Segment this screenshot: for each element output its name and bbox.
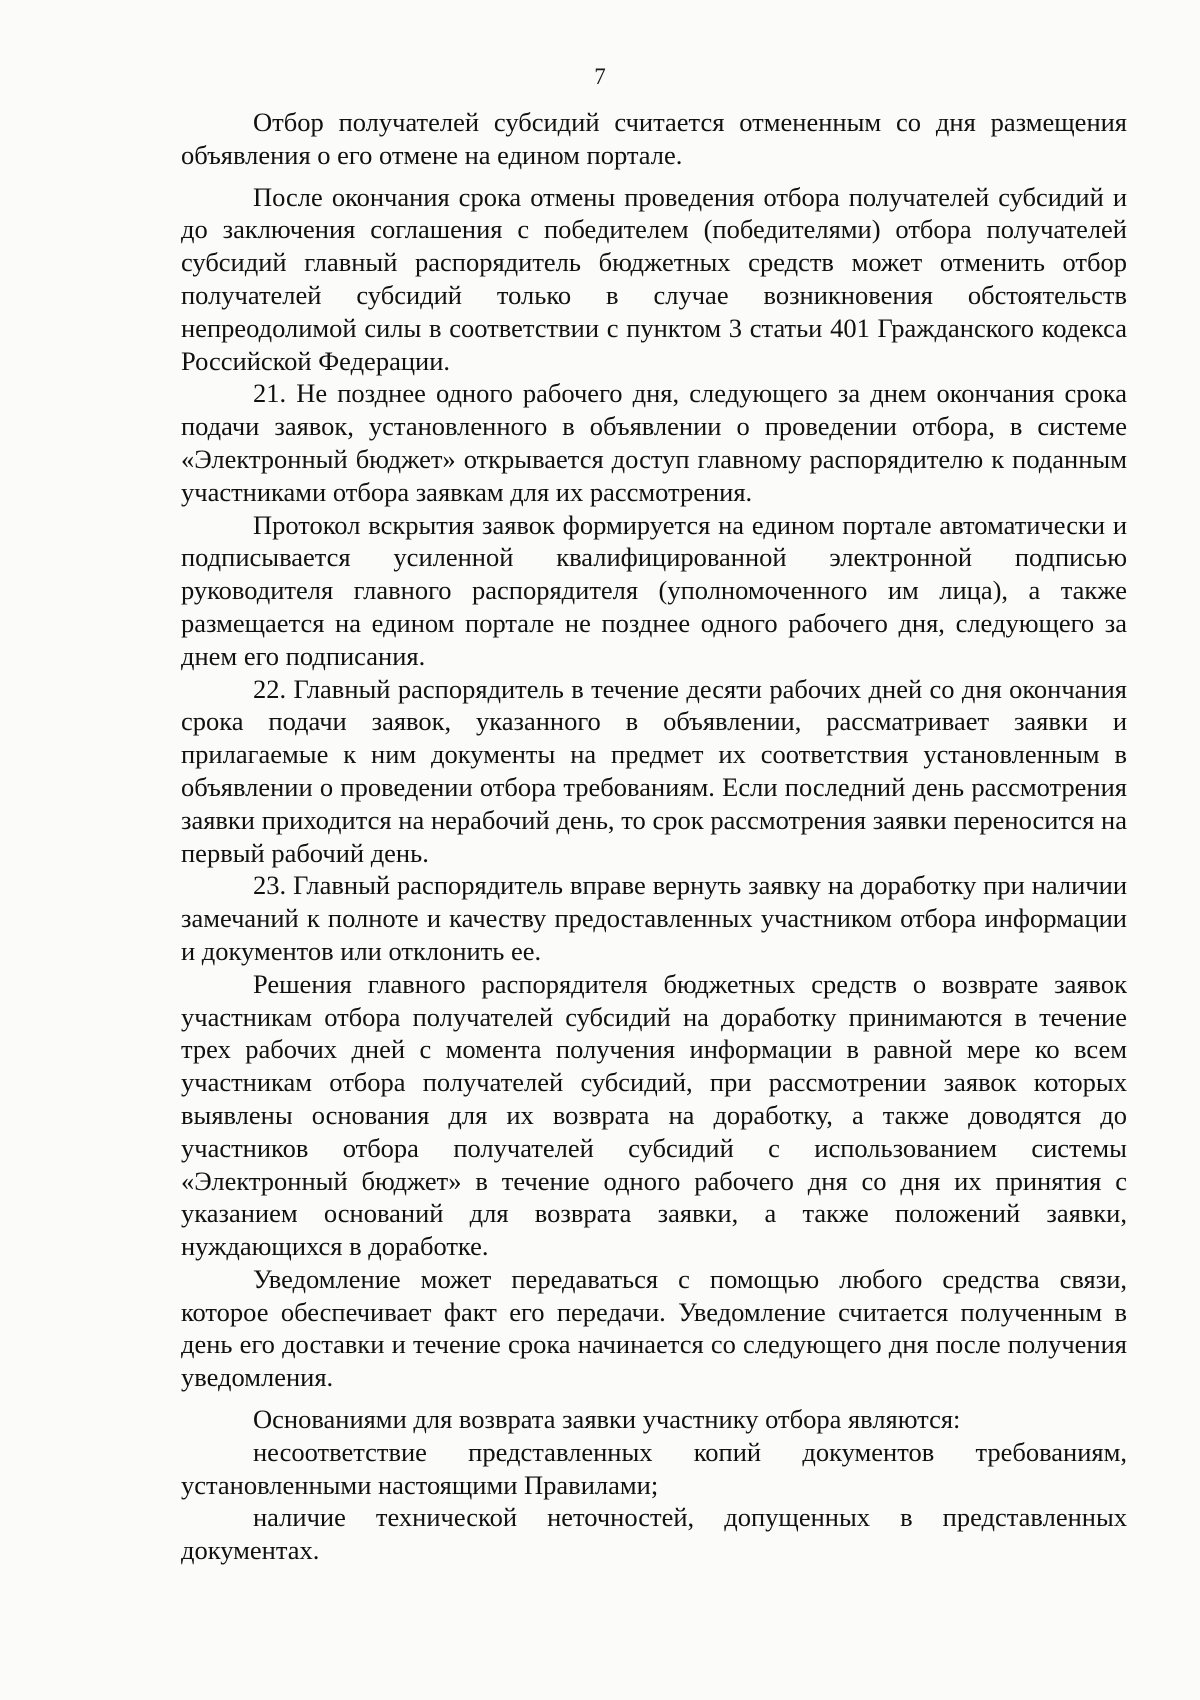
paragraph: несоответствие представленных копий документов требованиям, установленными настоящими Правилами; (181, 1436, 1127, 1500)
document-body (181, 106, 1127, 1567)
paragraph: Отбор получателей субсидий считается отмененным со дня размещения объявления о его отмене на едином портале. (181, 107, 1127, 170)
paragraph: Протокол вскрытия заявок формируется на едином портале автоматически и подписывается усиленной квалифицированной электронной подписью руководителя главного распорядителя (уполномоченного им лица), а также размещается на едином портале не позднее одного рабочего дня, следующего за днем его подписания. (181, 509, 1127, 671)
paragraph: 22. Главный распорядитель в течение десяти рабочих дней со дня окончания срока подачи заявок, указанного в объявлении, рассматривает заявки и прилагаемые к ним документы на предмет их соответствия установленным в объявлении о проведении отбора требованиям. Если последний день рассмотрения заявки приходится на нерабочий день, то срок рассмотрения заявки переносится на первый рабочий день. (181, 673, 1127, 868)
paragraph: Решения главного распорядителя бюджетных средств о возврате заявок участникам отбора получателей субсидий на доработку принимаются в течение трех рабочих дней с момента получения информации в равной мере ко всем участникам отбора получателей субсидий, при рассмотрении заявок которых выявлены основания для их возврата на доработку, а также доводятся до участников отбора получателей субсидий с использованием системы «Электронный бюджет» в течение одного рабочего дня со дня их принятия с указанием оснований для возврата заявки, а также положений заявки, нуждающихся в доработке. (181, 968, 1127, 1262)
paragraph: Уведомление может передаваться с помощью любого средства связи, которое обеспечивает факт его передачи. Уведомление считается полученным в день его доставки и течение срока начинается со следующего дня после получения уведомления. (181, 1263, 1127, 1393)
page-number: 7 (594, 64, 606, 89)
paragraph: наличие технической неточностей, допущенных в представленных документах. (181, 1502, 1127, 1566)
paragraph: 21. Не позднее одного рабочего дня, следующего за днем окончания срока подачи заявок, установленного в объявлении о проведении отбора, в системе «Электронный бюджет» открывается доступ главному распорядителю к поданным участниками отбора заявкам для их рассмотрения. (181, 378, 1127, 507)
paragraph: 23. Главный распорядитель вправе вернуть заявку на доработку при наличии замечаний к полноте и качеству предоставленных участником отбора информации и документов или отклонить ее. (181, 870, 1127, 966)
paragraph: Основаниями для возврата заявки участнику отбора являются: (253, 1404, 961, 1435)
paragraph: После окончания срока отмены проведения отбора получателей субсидий и до заключения соглашения с победителем (победителями) отбора получателей субсидий главный распорядитель бюджетных средств может отменить отбор получателей субсидий только в случае возникновения обстоятельств непреодолимой силы в соответствии с пунктом 3 статьи 401 Гражданского кодекса Российской Федерации. (181, 181, 1127, 376)
